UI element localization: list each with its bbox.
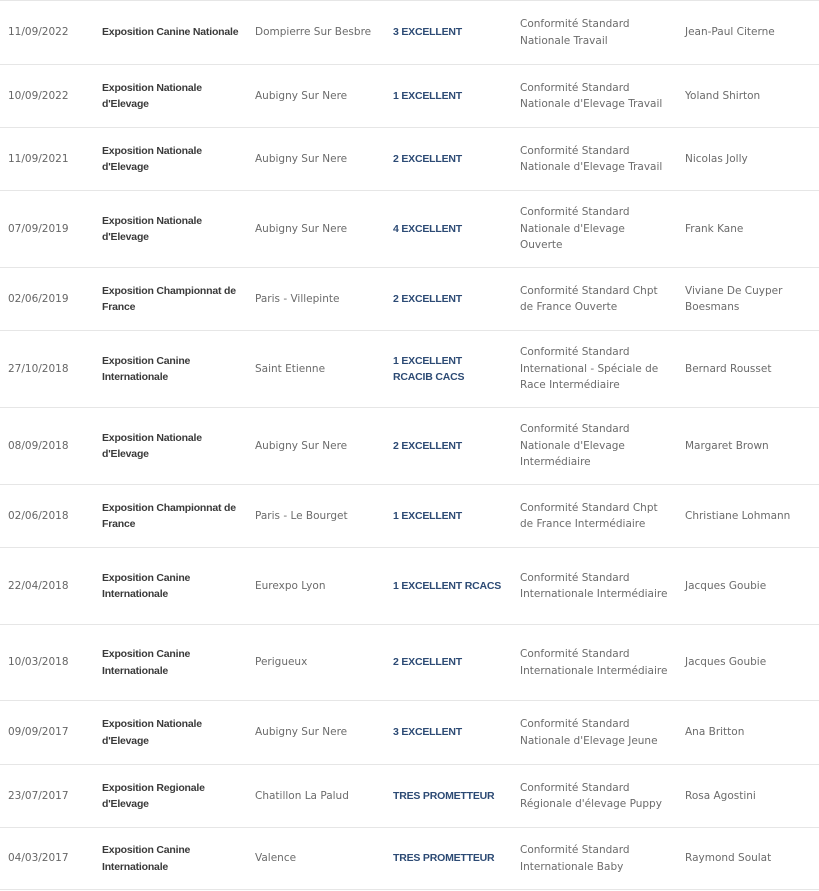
- judge-cell: [677, 548, 819, 625]
- location-cell: [247, 625, 385, 701]
- date-cell: [0, 765, 94, 828]
- result-cell-text: 2 EXCELLENT: [393, 439, 462, 452]
- show-results-body: [0, 1, 819, 890]
- class-cell: [512, 331, 677, 408]
- result-cell: [385, 191, 512, 268]
- class-cell: [512, 625, 677, 701]
- location-cell-text: Dompierre Sur Besbre: [255, 26, 372, 39]
- result-cell: [385, 65, 512, 128]
- table-row: [0, 268, 819, 331]
- class-cell-text: Conformité Standard Nationale d'Elevage Jeune: [520, 718, 658, 747]
- result-cell: [385, 765, 512, 828]
- result-cell: [385, 1, 512, 65]
- class-cell: [512, 191, 677, 268]
- exposition-cell-text: Exposition Canine Nationale: [102, 26, 239, 39]
- date-cell: [0, 65, 94, 128]
- date-cell: [0, 701, 94, 765]
- date-cell-text: 07/09/2019: [8, 222, 69, 235]
- exposition-cell: [94, 765, 247, 828]
- class-cell: [512, 548, 677, 625]
- result-cell-text: 2 EXCELLENT: [393, 292, 462, 305]
- result-cell-text: 4 EXCELLENT: [393, 222, 462, 235]
- date-cell: [0, 268, 94, 331]
- location-cell: [247, 701, 385, 765]
- location-cell-text: Paris - Le Bourget: [255, 509, 348, 522]
- judge-cell-text: Ana Britton: [685, 726, 745, 739]
- class-cell: [512, 268, 677, 331]
- location-cell: [247, 128, 385, 191]
- location-cell: [247, 65, 385, 128]
- result-cell: [385, 331, 512, 408]
- judge-cell-text: Raymond Soulat: [685, 852, 772, 865]
- table-row: [0, 331, 819, 408]
- date-cell-text: 02/06/2018: [8, 509, 69, 522]
- judge-cell-text: Jean-Paul Citerne: [685, 26, 775, 39]
- class-cell: [512, 765, 677, 828]
- location-cell-text: Saint Etienne: [255, 362, 326, 375]
- judge-cell: [677, 65, 819, 128]
- date-cell: [0, 1, 94, 65]
- exposition-cell: [94, 701, 247, 765]
- result-cell-text: 1 EXCELLENT: [393, 89, 462, 102]
- class-cell-text: Conformité Standard Nationale Travail: [520, 18, 630, 47]
- exposition-cell-text: Exposition Canine Internationale: [102, 571, 191, 600]
- date-cell-text: 27/10/2018: [8, 362, 69, 375]
- judge-cell: [677, 625, 819, 701]
- date-cell: [0, 408, 94, 485]
- date-cell-text: 11/09/2022: [8, 26, 69, 39]
- exposition-cell: [94, 1, 247, 65]
- location-cell: [247, 828, 385, 890]
- class-cell-text: Conformité Standard International - Spéciale de Race Intermédiaire: [520, 346, 659, 392]
- date-cell-text: 09/09/2017: [8, 726, 69, 739]
- class-cell-text: Conformité Standard Internationale Intermédiaire: [520, 648, 668, 677]
- location-cell: [247, 765, 385, 828]
- exposition-cell: [94, 828, 247, 890]
- judge-cell-text: Margaret Brown: [685, 439, 769, 452]
- result-cell-text: 3 EXCELLENT: [393, 726, 462, 739]
- table-row: [0, 65, 819, 128]
- location-cell-text: Eurexpo Lyon: [255, 579, 326, 592]
- result-cell-text: 1 EXCELLENT RCACIB CACS: [393, 354, 465, 383]
- result-cell-text: 2 EXCELLENT: [393, 656, 462, 669]
- exposition-cell-text: Exposition Championnat de France: [102, 501, 236, 530]
- exposition-cell: [94, 268, 247, 331]
- class-cell-text: Conformité Standard Nationale d'Elevage Intermédiaire: [520, 423, 630, 469]
- location-cell: [247, 408, 385, 485]
- date-cell: [0, 828, 94, 890]
- date-cell: [0, 331, 94, 408]
- date-cell-text: 08/09/2018: [8, 439, 69, 452]
- date-cell: [0, 128, 94, 191]
- location-cell-text: Paris - Villepinte: [255, 292, 340, 305]
- exposition-cell: [94, 408, 247, 485]
- exposition-cell: [94, 625, 247, 701]
- result-cell: [385, 548, 512, 625]
- result-cell-text: TRES PROMETTEUR: [393, 852, 495, 865]
- location-cell-text: Valence: [255, 852, 297, 865]
- class-cell: [512, 128, 677, 191]
- result-cell: [385, 625, 512, 701]
- exposition-cell: [94, 548, 247, 625]
- location-cell-text: Aubigny Sur Nere: [255, 152, 348, 165]
- location-cell-text: Aubigny Sur Nere: [255, 89, 348, 102]
- exposition-cell: [94, 485, 247, 548]
- judge-cell: [677, 128, 819, 191]
- judge-cell-text: Frank Kane: [685, 222, 744, 235]
- location-cell-text: Aubigny Sur Nere: [255, 222, 348, 235]
- exposition-cell-text: Exposition Regionale d'Elevage: [102, 781, 205, 810]
- class-cell-text: Conformité Standard Chpt de France Ouverte: [520, 284, 658, 313]
- exposition-cell: [94, 65, 247, 128]
- result-cell: [385, 408, 512, 485]
- class-cell-text: Conformité Standard Chpt de France Intermédiaire: [520, 501, 658, 530]
- class-cell-text: Conformité Standard Nationale d'Elevage Travail: [520, 144, 663, 173]
- result-cell-text: 1 EXCELLENT RCACS: [393, 579, 502, 592]
- date-cell: [0, 191, 94, 268]
- location-cell: [247, 1, 385, 65]
- class-cell-text: Conformité Standard Nationale d'Elevage Travail: [520, 81, 663, 110]
- class-cell-text: Conformité Standard Régionale d'élevage Puppy: [520, 781, 662, 810]
- table-row: [0, 828, 819, 890]
- location-cell: [247, 268, 385, 331]
- date-cell-text: 10/03/2018: [8, 656, 69, 669]
- judge-cell: [677, 701, 819, 765]
- table-row: [0, 765, 819, 828]
- class-cell: [512, 1, 677, 65]
- date-cell-text: 02/06/2019: [8, 292, 69, 305]
- location-cell: [247, 485, 385, 548]
- judge-cell-text: Yoland Shirton: [685, 89, 761, 102]
- date-cell: [0, 485, 94, 548]
- location-cell-text: Aubigny Sur Nere: [255, 439, 348, 452]
- judge-cell-text: Jacques Goubie: [685, 579, 767, 592]
- date-cell-text: 10/09/2022: [8, 89, 69, 102]
- class-cell-text: Conformité Standard Nationale d'Elevage Ouverte: [520, 206, 630, 252]
- result-cell: [385, 268, 512, 331]
- result-cell: [385, 128, 512, 191]
- location-cell: [247, 191, 385, 268]
- exposition-cell: [94, 191, 247, 268]
- class-cell: [512, 485, 677, 548]
- exposition-cell-text: Exposition Canine Internationale: [102, 648, 191, 677]
- date-cell-text: 04/03/2017: [8, 852, 69, 865]
- class-cell: [512, 408, 677, 485]
- judge-cell-text: Viviane De Cuyper Boesmans: [685, 284, 783, 313]
- result-cell: [385, 701, 512, 765]
- class-cell: [512, 701, 677, 765]
- table-row: [0, 485, 819, 548]
- judge-cell-text: Christiane Lohmann: [685, 509, 791, 522]
- location-cell: [247, 548, 385, 625]
- table-row: [0, 1, 819, 65]
- table-row: [0, 191, 819, 268]
- table-row: [0, 701, 819, 765]
- exposition-cell: [94, 331, 247, 408]
- exposition-cell-text: Exposition Canine Internationale: [102, 354, 191, 383]
- result-cell-text: TRES PROMETTEUR: [393, 789, 495, 802]
- judge-cell: [677, 408, 819, 485]
- location-cell-text: Chatillon La Palud: [255, 789, 349, 802]
- location-cell-text: Aubigny Sur Nere: [255, 726, 348, 739]
- judge-cell: [677, 485, 819, 548]
- judge-cell: [677, 1, 819, 65]
- result-cell-text: 2 EXCELLENT: [393, 152, 462, 165]
- judge-cell: [677, 268, 819, 331]
- exposition-cell-text: Exposition Canine Internationale: [102, 844, 191, 873]
- exposition-cell-text: Exposition Nationale d'Elevage: [102, 144, 202, 173]
- table-row: [0, 128, 819, 191]
- date-cell-text: 23/07/2017: [8, 789, 69, 802]
- class-cell: [512, 828, 677, 890]
- location-cell: [247, 331, 385, 408]
- judge-cell: [677, 828, 819, 890]
- class-cell: [512, 65, 677, 128]
- exposition-cell-text: Exposition Nationale d'Elevage: [102, 214, 202, 243]
- date-cell: [0, 625, 94, 701]
- location-cell-text: Perigueux: [255, 656, 308, 669]
- judge-cell-text: Nicolas Jolly: [685, 152, 748, 165]
- table-row: [0, 625, 819, 701]
- exposition-cell-text: Exposition Championnat de France: [102, 284, 236, 313]
- class-cell-text: Conformité Standard Internationale Intermédiaire: [520, 571, 668, 600]
- result-cell: [385, 828, 512, 890]
- judge-cell: [677, 331, 819, 408]
- judge-cell-text: Bernard Rousset: [685, 362, 772, 375]
- judge-cell: [677, 765, 819, 828]
- judge-cell: [677, 191, 819, 268]
- exposition-cell-text: Exposition Nationale d'Elevage: [102, 718, 202, 747]
- class-cell-text: Conformité Standard Internationale Baby: [520, 844, 630, 873]
- exposition-cell-text: Exposition Nationale d'Elevage: [102, 81, 202, 110]
- date-cell-text: 11/09/2021: [8, 152, 69, 165]
- result-cell-text: 1 EXCELLENT: [393, 509, 462, 522]
- result-cell-text: 3 EXCELLENT: [393, 26, 462, 39]
- table-row: [0, 408, 819, 485]
- date-cell-text: 22/04/2018: [8, 579, 69, 592]
- table-row: [0, 548, 819, 625]
- result-cell: [385, 485, 512, 548]
- judge-cell-text: Jacques Goubie: [685, 656, 767, 669]
- judge-cell-text: Rosa Agostini: [685, 789, 756, 802]
- exposition-cell: [94, 128, 247, 191]
- date-cell: [0, 548, 94, 625]
- exposition-cell-text: Exposition Nationale d'Elevage: [102, 431, 202, 460]
